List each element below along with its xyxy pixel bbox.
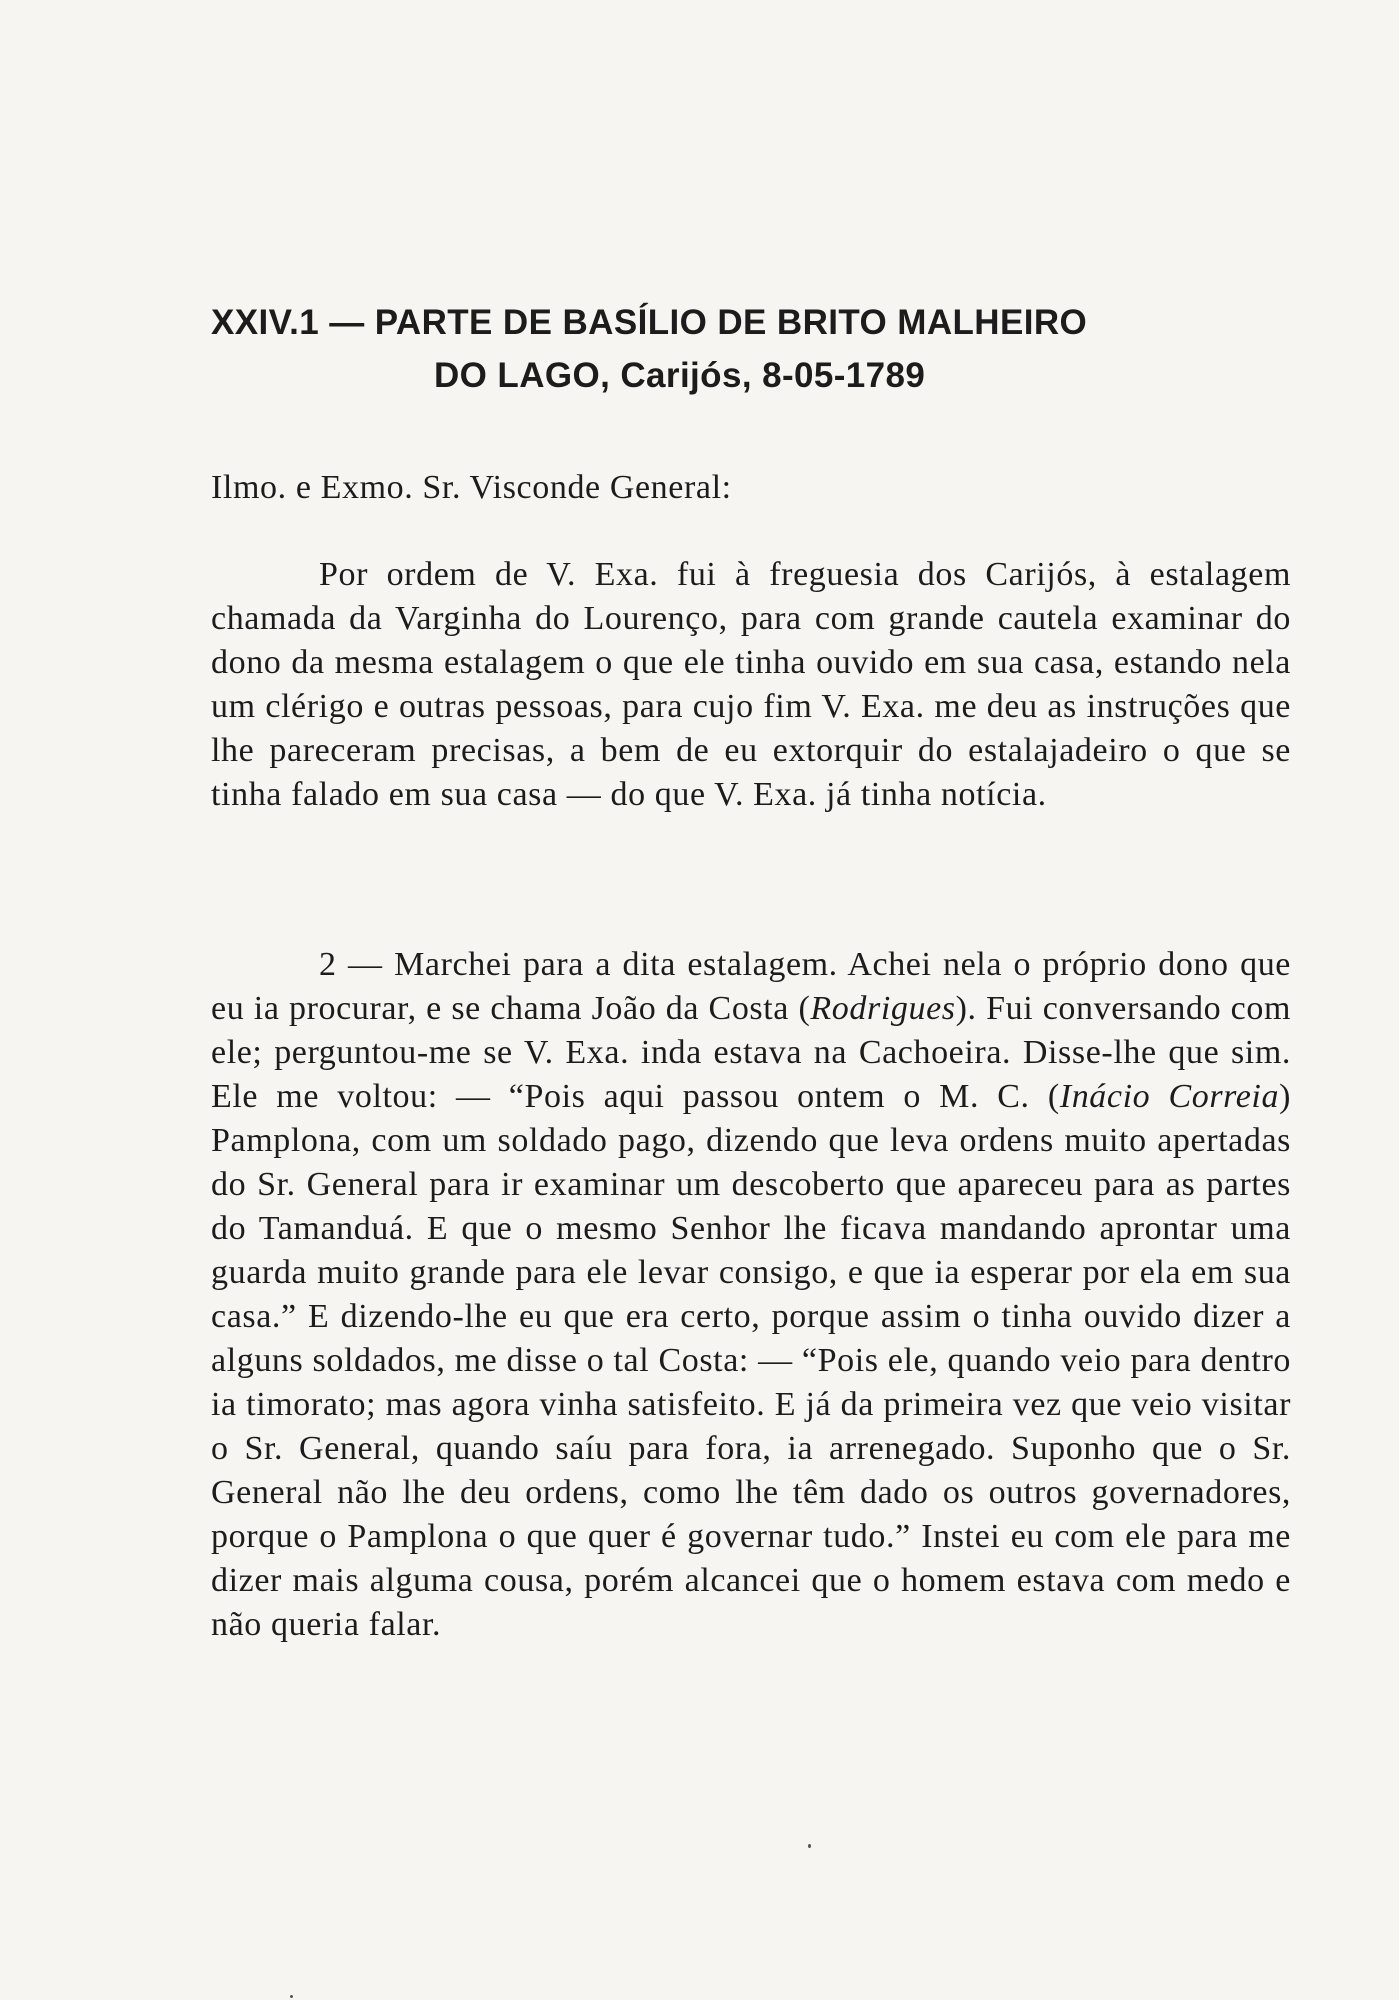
- paragraph-1-text: Por ordem de V. Exa. fui à freguesia dos Carijós, à estalagem chamada da Varginha do Lourenço, para com grande cautela examinar do dono da mesma estalagem o que ele tinha ouvido em sua casa, estando nela um clérigo e outras pessoas, para cujo fim V. Exa. me deu as instruções que lhe pareceram precisas, a bem de eu extorquir do estalajadeiro o que se tinha falado em sua casa — do que V. Exa. já tinha notícia.: [211, 556, 1291, 813]
- paragraph-2-text-part-3: ) Pamplona, com um soldado pago, dizendo que leva ordens muito apertadas do Sr. General para ir examinar um descoberto que apareceu para as partes do Tamanduá. E que o mesmo Senhor lhe ficava mandando aprontar uma guarda muito grande para ele levar consigo, e que ia esperar por ela em sua casa.” E dizendo-lhe eu que era certo, porque assim o tinha ouvido dizer a alguns soldados, me disse o tal Costa: — “Pois ele, quando veio para dentro ia timorato; mas agora vinha satisfeito. E já da primeira vez que veio visitar o Sr. General, quando saíu para fora, ia arrenegado. Suponho que o Sr. General não lhe deu ordens, como lhe têm dado os outros governadores, porque o Pamplona o que quer é governar tudo.” Instei eu com ele para me dizer mais alguma cousa, porém alcancei que o homem estava com medo e não queria falar.: [211, 1078, 1291, 1643]
- section-heading: [211, 296, 1331, 402]
- heading-line-1: XXIV.1 — PARTE DE BASÍLIO DE BRITO MALHEIRO: [211, 303, 1088, 342]
- paragraph-2-text-part-1: 2 — Marchei para a dita estalagem. Achei nela o próprio dono que eu ia procurar, e se chama João da Costa (: [211, 946, 1291, 1027]
- paragraph-2: [211, 943, 1291, 1647]
- heading-line-2: DO LAGO, Carijós, 8-05-1789: [434, 356, 926, 395]
- paragraph-2-italic-rodrigues: Rodrigues: [810, 990, 956, 1027]
- paragraph-2-italic-inacio-correia: Inácio Correia: [1059, 1078, 1280, 1115]
- scan-speck: [808, 1844, 811, 1848]
- paragraph-1: [211, 553, 1291, 817]
- scan-speck: [290, 1995, 293, 1998]
- salutation: Ilmo. e Exmo. Sr. Visconde General:: [211, 469, 732, 506]
- paragraph-2-text-part-2: ). Fui conversando com ele; perguntou-me se V. Exa. inda estava na Cachoeira. Disse-lhe que sim. Ele me voltou: — “Pois aqui passou ontem o M. C. (: [211, 990, 1291, 1115]
